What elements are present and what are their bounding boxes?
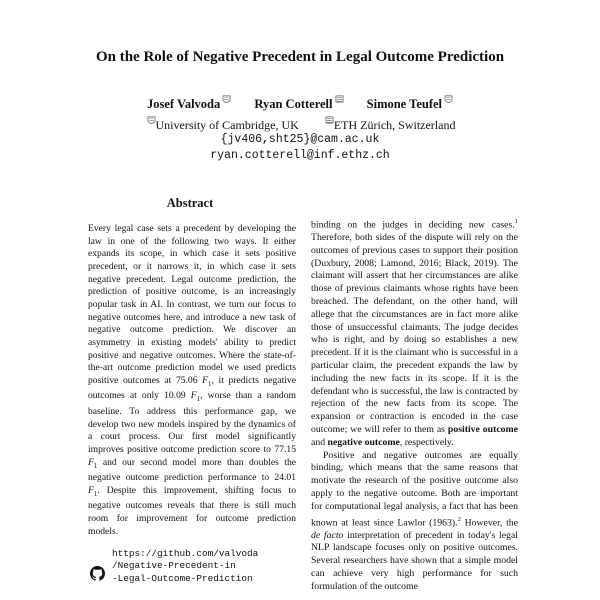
author-3-name: Simone Teufel [366, 97, 443, 112]
author-1 [147, 97, 231, 111]
cambridge-shield-icon [222, 95, 231, 105]
affiliation-eth: ETH Zürich, Switzerland [333, 118, 456, 132]
author-1-name: Josef Valvoda [146, 97, 221, 112]
negative-outcome-term: negative outcome [327, 436, 400, 448]
affiliations [0, 116, 600, 133]
email-eth[interactable]: ryan.cotterell@inf.ethz.ch [210, 149, 390, 162]
abstract-score-3: 77.15 [274, 443, 296, 455]
abstract-text-2: , it predicts negative outcomes at only [88, 374, 296, 402]
text-span: interpretation of precedent in today's legal NLP landscape focuses only on positive outcomes. Several researchers have shown that a simple model can achieve very high performance for such formulation of the outcome [311, 529, 518, 592]
f1-metric: F [88, 456, 94, 468]
affiliation-cambridge: University of Cambridge, UK [155, 118, 299, 132]
f1-metric: F [190, 390, 197, 402]
de-facto-term: de facto [311, 529, 344, 541]
abstract-text-3: , worse than a random baseline. To address this performance gap, we develop two new models inspired by the dynamics of a court process. Our first model significantly improves positive outcome prediction score to [88, 390, 296, 455]
abstract-text-1: Every legal case sets a precedent by developing the law in one of the following two ways. It either expands its scope, in which case it sets positive precedent, or it narrows it, in which case it sets negative precedent. Legal outcome prediction, the prediction of positive outcome, is an increasingly popular task in AI. In contrast, we turn our focus to negative outcomes here, and introduce a new task of negative outcome prediction. We discover an asymmetry in existing models' ability to predict positive and negative outcomes. Where the state-of-the-art outcome prediction model we used predicts positive outcomes at [88, 223, 296, 386]
email-cambridge[interactable]: {jv406,sht25}@cam.ac.uk [220, 133, 380, 146]
f1-metric: F [202, 374, 209, 386]
footnote-marker-2: 2 [457, 515, 461, 523]
repo-url-line-2[interactable]: /Negative-Precedent-in [112, 560, 236, 572]
abstract-score-1: 75.06 [175, 374, 198, 386]
repo-url-line-3[interactable]: -Legal-Outcome-Prediction [112, 572, 253, 584]
f1-subscript: 1 [93, 461, 98, 470]
abstract-text-5: . Despite this improvement, shifting focus to negative outcomes reveals that there is still much room for improvement for outcome prediction models. [88, 484, 296, 537]
f1-subscript: 1 [93, 489, 98, 498]
paragraph [311, 450, 518, 594]
author-3 [367, 97, 453, 111]
abstract-text-4: and our second model more than doubles the negative outcome prediction performance to [88, 456, 296, 484]
text-span: Therefore, both sides of the dispute will rely on the outcomes of previous cases to support their position (Duxbury, 2008; Lamond, 2016; Black, 2019). The claimant will assert that her circumstances are alike those of previous claimants whose rights have been breached. The defendant, on the other hand, will allege that the circumstances are in fact more alike those of unsuccessful claimants. The judge decides who is right, and by doing so establishes a new precedent. If it is the claimant who is successful in a particular claim, the precedent expands the law by including the new facts in its scope. If it is the defendant who is successful, the law is contracted by rejection of the new facts from its scope. The expansion or contraction is encoded in the case outcome; we will refer to them as [311, 232, 518, 435]
repository-link[interactable] [90, 548, 300, 598]
text-span: binding on the judges in deciding new cases. [311, 219, 515, 231]
f1-metric: F [88, 484, 94, 496]
abstract-score-4: 24.01 [274, 472, 296, 484]
paper-title: On the Role of Negative Precedent in Legal Outcome Prediction [95, 49, 505, 65]
positive-outcome-term: positive outcome [447, 424, 519, 435]
abstract-body [88, 223, 296, 538]
f1-subscript: 1 [196, 395, 201, 404]
text-span: However, the [460, 516, 518, 528]
eth-logo-icon [335, 95, 344, 105]
cambridge-shield-icon [444, 95, 453, 105]
footnote-marker-1: 1 [514, 218, 518, 225]
eth-logo-icon [325, 116, 334, 126]
repo-url-line-1[interactable]: https://github.com/valvoda [112, 548, 259, 559]
github-icon [90, 566, 105, 581]
repository-url[interactable] [112, 548, 258, 585]
f1-subscript: 1 [208, 379, 212, 388]
cambridge-shield-icon [147, 116, 156, 126]
author-2-name: Ryan Cotterell [254, 97, 333, 112]
abstract-score-2: 10.09 [164, 390, 186, 402]
abstract-heading: Abstract [166, 196, 214, 210]
author-list [0, 95, 600, 112]
paragraph [311, 216, 518, 450]
text-span: , respectively. [399, 436, 454, 448]
right-column-body [311, 216, 518, 594]
author-2 [254, 97, 343, 111]
text-span: and [311, 436, 328, 448]
text-span: Positive and negative outcomes are equally binding, which means that the same reasons that motivate the research of the positive outcome also apply to the negative outcome. Both are important for computational legal analysis, a fact that has been known at least since Lawlor (1963). [311, 449, 518, 528]
